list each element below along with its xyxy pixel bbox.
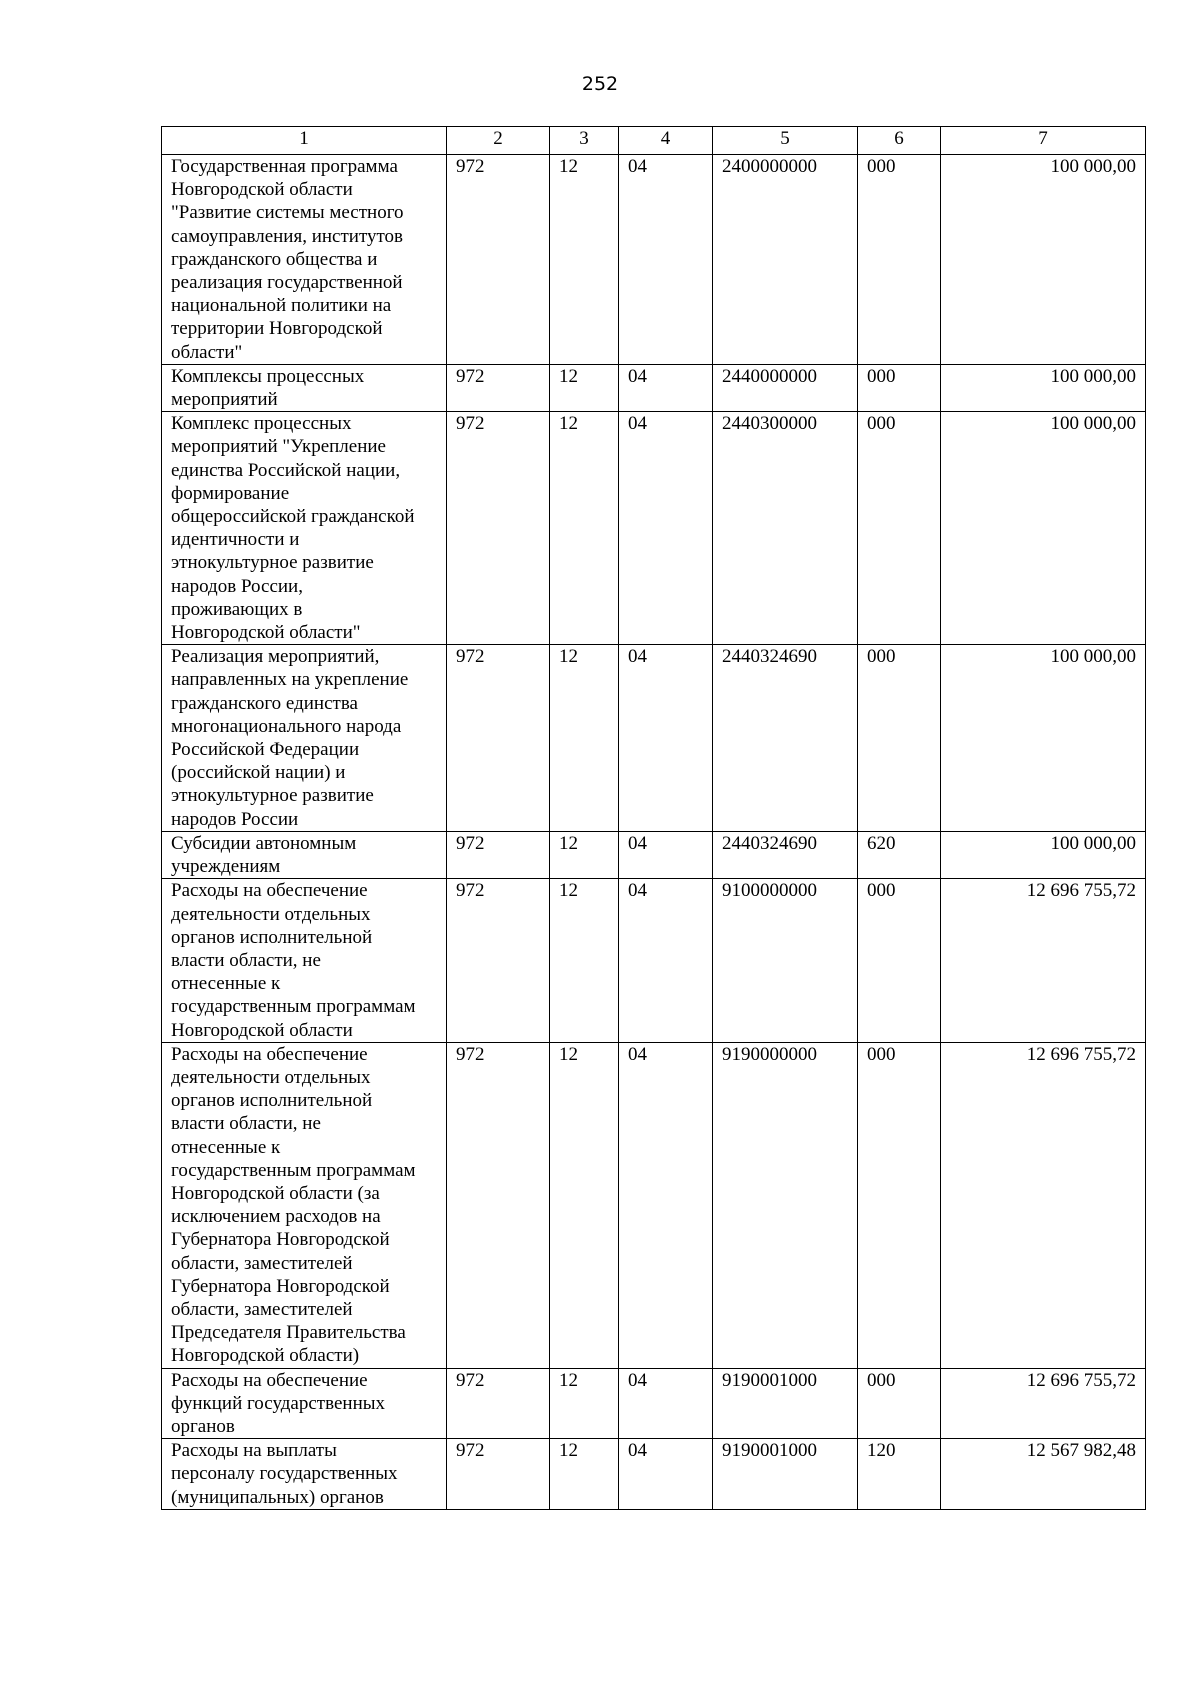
- table-row: [162, 1439, 1146, 1510]
- column-header: 7: [941, 127, 1146, 155]
- amount-cell: 12 696 755,72: [941, 1042, 1146, 1368]
- subsection-code-cell: 04: [619, 1042, 713, 1368]
- section-code-cell: 12: [550, 645, 619, 832]
- amount-cell: 100 000,00: [941, 155, 1146, 365]
- column-header: 3: [550, 127, 619, 155]
- department-code-cell: 972: [447, 831, 550, 878]
- section-code-cell: 12: [550, 1368, 619, 1439]
- expense-type-cell: 000: [858, 364, 941, 411]
- subsection-code-cell: 04: [619, 364, 713, 411]
- amount-cell: 100 000,00: [941, 831, 1146, 878]
- target-article-cell: 2440324690: [713, 645, 858, 832]
- expense-name-cell: Комплексы процессных мероприятий: [162, 364, 447, 411]
- section-code-cell: 12: [550, 879, 619, 1042]
- expense-type-cell: 000: [858, 155, 941, 365]
- table-header-row: [162, 127, 1146, 155]
- page-number: 252: [581, 73, 619, 95]
- subsection-code-cell: 04: [619, 412, 713, 645]
- target-article-cell: 9100000000: [713, 879, 858, 1042]
- expense-name-cell: Расходы на обеспечение функций государственных органов: [162, 1368, 447, 1439]
- table-row: [162, 879, 1146, 1042]
- table-row: [162, 831, 1146, 878]
- section-code-cell: 12: [550, 1042, 619, 1368]
- column-header: 6: [858, 127, 941, 155]
- subsection-code-cell: 04: [619, 879, 713, 1042]
- target-article-cell: 2400000000: [713, 155, 858, 365]
- expense-name-cell: Расходы на выплаты персоналу государственных (муниципальных) органов: [162, 1439, 447, 1510]
- section-code-cell: 12: [550, 155, 619, 365]
- expense-type-cell: 000: [858, 645, 941, 832]
- amount-cell: 12 696 755,72: [941, 1368, 1146, 1439]
- section-code-cell: 12: [550, 412, 619, 645]
- expense-name-cell: Расходы на обеспечение деятельности отдельных органов исполнительной власти области, не отнесенные к государственным программам Новгородской области: [162, 879, 447, 1042]
- table-row: [162, 1042, 1146, 1368]
- column-header: 1: [162, 127, 447, 155]
- column-header: 5: [713, 127, 858, 155]
- department-code-cell: 972: [447, 364, 550, 411]
- target-article-cell: 9190001000: [713, 1368, 858, 1439]
- amount-cell: 12 567 982,48: [941, 1439, 1146, 1510]
- section-code-cell: 12: [550, 831, 619, 878]
- target-article-cell: 9190001000: [713, 1439, 858, 1510]
- expense-type-cell: 000: [858, 879, 941, 1042]
- expense-type-cell: 000: [858, 1042, 941, 1368]
- amount-cell: 100 000,00: [941, 412, 1146, 645]
- expense-name-cell: Субсидии автономным учреждениям: [162, 831, 447, 878]
- subsection-code-cell: 04: [619, 155, 713, 365]
- table-row: [162, 155, 1146, 365]
- target-article-cell: 9190000000: [713, 1042, 858, 1368]
- target-article-cell: 2440324690: [713, 831, 858, 878]
- target-article-cell: 2440300000: [713, 412, 858, 645]
- department-code-cell: 972: [447, 645, 550, 832]
- expense-type-cell: 120: [858, 1439, 941, 1510]
- table-row: [162, 412, 1146, 645]
- department-code-cell: 972: [447, 1439, 550, 1510]
- expense-type-cell: 000: [858, 1368, 941, 1439]
- amount-cell: 100 000,00: [941, 364, 1146, 411]
- budget-table: [161, 126, 1146, 1510]
- expense-type-cell: 000: [858, 412, 941, 645]
- target-article-cell: 2440000000: [713, 364, 858, 411]
- subsection-code-cell: 04: [619, 1439, 713, 1510]
- subsection-code-cell: 04: [619, 831, 713, 878]
- column-header: 4: [619, 127, 713, 155]
- expense-name-cell: Реализация мероприятий, направленных на укрепление гражданского единства многонационального народа Российской Федерации (российской нации) и этнокультурное развитие народов России: [162, 645, 447, 832]
- subsection-code-cell: 04: [619, 645, 713, 832]
- table-row: [162, 364, 1146, 411]
- section-code-cell: 12: [550, 1439, 619, 1510]
- expense-name-cell: Расходы на обеспечение деятельности отдельных органов исполнительной власти области, не отнесенные к государственным программам Новгородской области (за исключением расходов на Губернатора Новгородской области, заместителей Губернатора Новгородской области, заместителей Председателя Правительства Новгородской области): [162, 1042, 447, 1368]
- column-header: 2: [447, 127, 550, 155]
- department-code-cell: 972: [447, 412, 550, 645]
- department-code-cell: 972: [447, 155, 550, 365]
- department-code-cell: 972: [447, 1368, 550, 1439]
- subsection-code-cell: 04: [619, 1368, 713, 1439]
- section-code-cell: 12: [550, 364, 619, 411]
- department-code-cell: 972: [447, 1042, 550, 1368]
- expense-name-cell: Государственная программа Новгородской области "Развитие системы местного самоуправления, институтов гражданского общества и реализация государственной национальной политики на территории Новгородской области": [162, 155, 447, 365]
- amount-cell: 100 000,00: [941, 645, 1146, 832]
- expense-type-cell: 620: [858, 831, 941, 878]
- amount-cell: 12 696 755,72: [941, 879, 1146, 1042]
- table-row: [162, 645, 1146, 832]
- table-row: [162, 1368, 1146, 1439]
- department-code-cell: 972: [447, 879, 550, 1042]
- expense-name-cell: Комплекс процессных мероприятий "Укрепление единства Российской нации, формирование общероссийской гражданской идентичности и этнокультурное развитие народов России, проживающих в Новгородской области": [162, 412, 447, 645]
